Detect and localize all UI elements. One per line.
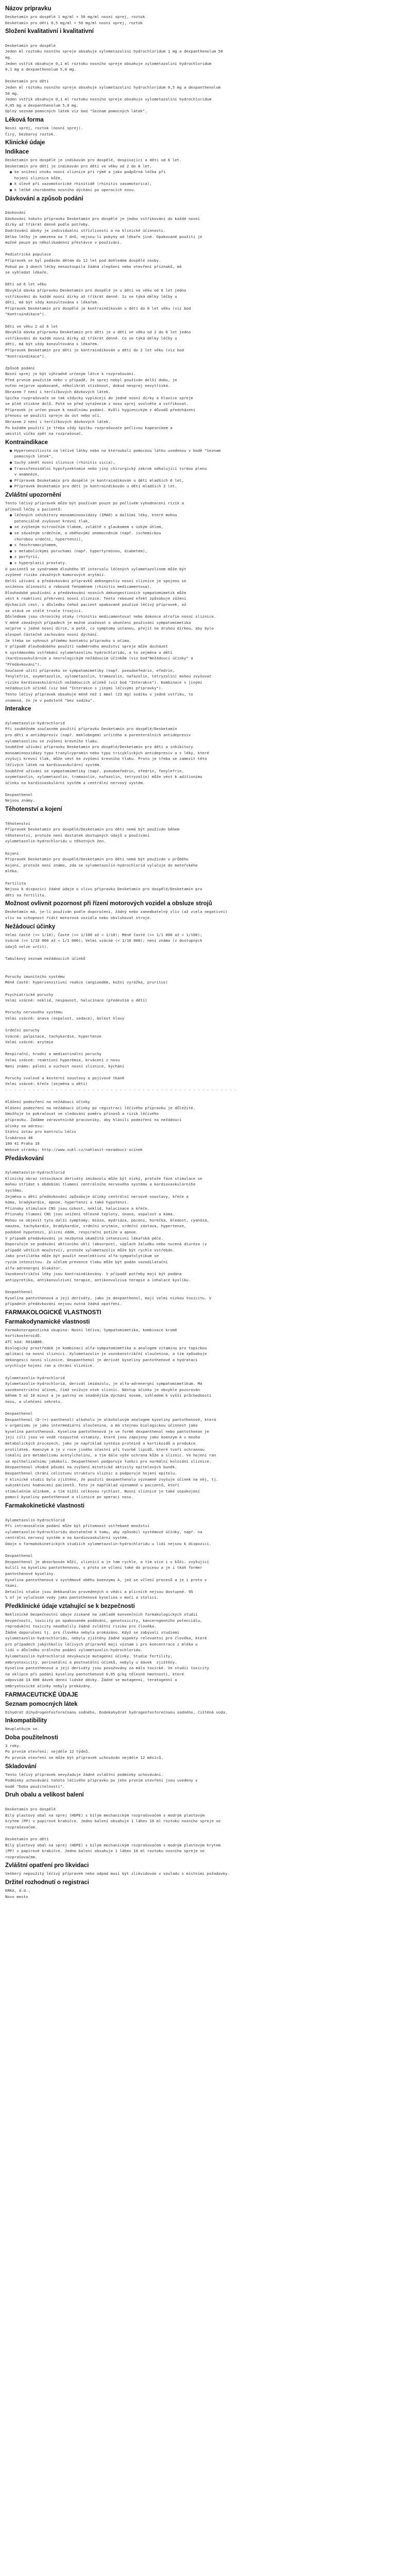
text-line: Desketamín pro děti — [5, 79, 49, 84]
text-line: Velmi časté (>= 1/10); Časté (>= 1/100 až < 1/10); Méně časté (>= 1/1 000 až < 1/100); — [5, 932, 202, 937]
text-line: Desketamín pro děti je indikován pro děti ve věku od 2 do 6 let. — [5, 163, 152, 168]
text-line: Nosní sprej, roztok (nosní sprej). — [5, 125, 83, 130]
section-heading: Držitel rozhodnutí o registraci — [5, 1879, 89, 1886]
text-line: Obrazem 2 není i terčičkových dávkových látek. — [5, 419, 111, 425]
text-line: Dihydrát dihydrogenfosforečnanu sodného, Dodekahydrát hydrogenfosforečnanu sodného, čištěná voda. — [5, 1709, 228, 1715]
text-line: Klinický obraz intoxikace deriváty imidazolu může být nízký, protože fáze stimulace se — [5, 1176, 202, 1181]
text-line: ● Transsfenoidální hypofyzektomie nebo jiný chirurgický zákrok odhalující tvrdou plenu — [5, 466, 207, 471]
text-line: Přípravek Desketamín pro dospělé je kontraindikován u dětí do 6 let věku (viz bod — [5, 306, 191, 311]
text-line: případě větších množství), protože xylometazolin může být rychle vstřebán. — [5, 1247, 175, 1252]
section-heading: Indikace — [5, 149, 29, 156]
text-line: Není známo: pálení a suchost nosní sliznice, kýchání — [5, 1063, 125, 1069]
text-line: krytem (PP) v papírové krabičce. Jedno balení obsahuje 1 láhev 10 ml roztoku nosního spreje se — [5, 1819, 221, 1824]
section-heading: Složení kvalitativní i kvalitativní — [5, 28, 94, 35]
blank-line — [5, 714, 407, 720]
blank-line — [5, 276, 407, 282]
text-line: podobné hypotenzi, plicní edém, respirační potíže a apnoe. — [5, 1230, 139, 1235]
text-line: Respirační, hrudní a mediastinální poruchy — [5, 1052, 101, 1057]
blank-line — [5, 874, 407, 880]
text-line: Přípravek se byl podáván dětem do 12 let pod dohledem dospělé osoby. — [5, 258, 161, 263]
text-line: Jeden vstřik obsahuje 0,1 ml roztoku nosního spreje obsahuje xylometazolini hydrochloridum — [5, 61, 212, 66]
text-line: tkáni. — [5, 1583, 19, 1588]
text-line: Doporučuje se podávání aktivního uhlí (absorpce), výplach žaludku nebo nucená diuréza (v — [5, 1242, 207, 1247]
separator-line: - - - - - - - - - - - - - - - - - - - - - - - - - - - - - - - - - - - - - - - - - - - - - - - - - - - — [5, 1088, 237, 1092]
text-line: léčivých látek na kardiovaskulární systém. — [5, 762, 101, 767]
section-heading: FARMACEUTICKÉ ÚDAJE — [5, 1691, 78, 1698]
text-line: pro děti a antidepresiv (např. meklobegem) určitého a parenterálních antidepresiv — [5, 732, 191, 737]
text-line: se stává ve stálé trvale trvající. — [5, 608, 83, 613]
text-line: xylometazolin-hydrochloridu, nebyly zjištěny žádné aspekty relevantní pro člověka, které — [5, 1636, 207, 1641]
blank-line — [5, 1004, 407, 1010]
text-line: přínosů léčby u pacientů: — [5, 506, 63, 512]
text-line: Hlášení podezření na nežádoucí účinky — [5, 1099, 90, 1105]
text-line: ryzím intenzitou. Za účelem prevence tlaku může být podán vazodilatační — [5, 1260, 168, 1265]
text-line: Tento léčivý přípravek obsahuje méně než 1 mmol (23 mg) sodíku v jedné vstřiku, to — [5, 691, 193, 697]
text-line: vazokonstrikční účinek, čímž snižuje otok sliznic. Nástup účinku je obvykle pozorován — [5, 1387, 200, 1392]
text-line: % of je vylučován vody jako pantothenová kyselina v moči a stolici. — [5, 1595, 159, 1600]
blank-line — [5, 1045, 407, 1052]
text-line: k systémovému vstřebání xylometazolinu hydrochloridu, a to zejména u dětí — [5, 650, 173, 655]
text-line: na sklípce při podání kyseliny pantothenové 0,05 g/kg tělesné hmotnosti, které — [5, 1671, 184, 1676]
text-line: se vyhledat lékaře. — [5, 270, 49, 275]
text-line: Méně časté: hypersenzitivní reakce (angioedém, kožní vyrážka, pruritus) — [5, 980, 168, 985]
text-line: Xylometazolin-hydrochlorid — [5, 720, 65, 725]
text-line: Údaje o farmakokinetických studiích xylometazolin-hydrochloridu u lidí nejsou k dispozici. — [5, 1541, 212, 1546]
text-line: Mohou se objevit tyto další symptomy: mióza, mydriáza, pocení, horečka, bledost, cyanóza, — [5, 1217, 210, 1223]
section-heading: FARMAKOLOGICKÉ VLASTNOSTI — [5, 1309, 101, 1316]
text-line: případech předávkování nejsou nutná žádná opatření. — [5, 1301, 122, 1307]
text-line: Bílý plastový obal na sprej (HDPE) s bílým mechanickým rozprašovačem s modrým plastovým krytem — [5, 1842, 221, 1848]
text-line: alfa-adrenergní blokátor. — [5, 1265, 63, 1270]
text-line: Velmi vzácné: reaktivní hyperémie, krvácení z nosu — [5, 1058, 120, 1063]
text-line: vést k reaktivní překrvení nosní sliznice. Tento rebound efekt způsobuje zúžení — [5, 596, 186, 601]
section-heading: Zvláštní upozornění — [5, 492, 61, 498]
section-heading: Seznam pomocných látek — [5, 1701, 78, 1707]
section-heading: Léková forma — [5, 116, 44, 123]
section-heading: Předávkování — [5, 1155, 44, 1162]
text-line: subjektivní hodnocení pacientů. Toto je například významné u pacientů, kteří — [5, 1483, 180, 1488]
blank-line — [5, 968, 407, 974]
text-line: 0,05 mg a dexpanthenolum 5,0 mg. — [5, 103, 79, 108]
text-line: Dodržování dávky je individuální střízlivosti a na klinické účinnosti. — [5, 228, 166, 233]
text-line: Tento léčivý přípravek může být používán pouze po pečlivém vyhodnocení rizik a — [5, 500, 184, 505]
text-line: kyselina pantothenová. Kyselina pantothenová je ve formě dexpanthenol nebo pantothenan je — [5, 1429, 210, 1434]
text-line: Xylometazolin-hydrochlorid — [5, 1375, 65, 1380]
text-line: Dexpanthenol je absorbován kůží, sliznicí a je tam rychle, a tím více i v kůži. zvyšující — [5, 1559, 210, 1564]
blank-line — [5, 844, 407, 851]
text-line: lokální pro metabolismu acetylcholinu, a tím dále výše ochrana kůže a sliznic. Ve hojení ran — [5, 1453, 216, 1458]
text-line: Dávkování tohoto přípravku Desketamín pro dospělé je jedno vstřikování do každé nosní — [5, 216, 200, 221]
text-line: dýchacích cest, v důsledku čehož pacient opakovaně používá léčivý přípravek, až — [5, 602, 186, 607]
text-line: Přípravek Desketamín pro děti je kontraindikován u dětí do 2 let věku (viz bod — [5, 347, 184, 352]
text-line: antipyretika, antikonvulzivní terapie, antikonvulziva terapie a inhalace kyslíku. — [5, 1277, 191, 1282]
text-line: Před prvním použitím nebo v případě, že sprej nebyl používán delší dobu, je — [5, 377, 177, 382]
text-line: Způsob podání — [5, 365, 35, 370]
text-line: ● k úlevě při vazomotorické rhinitidě (rhinitis vasomotorica), — [5, 181, 152, 187]
text-line: Jeden vstřik obsahuje 0,1 ml roztoku nosního spreje obsahuje xylometazolini hydrochloridum — [5, 97, 212, 102]
text-line: Obrazem 7 není i terčičkových dávkových látek. — [5, 389, 111, 395]
text-line: xylometazolin-hydrochloridu dostatečné k tomu, aby způsobil systémové účinky, např. na — [5, 1529, 202, 1534]
text-line: "Kontraindikace"). — [5, 312, 47, 317]
blank-line — [5, 962, 407, 968]
section-heading: Názov prípravku — [5, 6, 52, 12]
section-heading: Druh obalu a velikost balení — [5, 1792, 84, 1799]
text-line: Veškerý nepoužitý léčivý přípravek nebo odpad musí být zlikvidován v souladu s místními požadavky. — [5, 1871, 230, 1876]
blank-line — [5, 37, 407, 43]
text-line: mléka. — [5, 869, 19, 874]
text-line: Jeden ml roztoku nosního spreje obsahuje xylometazolini hydrochloridum 0,5 mg a dexpanthenolum — [5, 84, 221, 90]
text-line: Desketamín pro dospělé — [5, 1806, 56, 1811]
text-line: "Předávkování"). — [5, 662, 42, 667]
text-line: systému. — [5, 1188, 24, 1193]
text-line: zvýšené riziko závažných komorových arytmií. — [5, 572, 106, 578]
text-line: ● s hyperplazií prostaty. — [5, 560, 67, 565]
text-line: vstřikování do každé nosní dírky až třikrát denně. Co se týká délky léčby u — [5, 335, 177, 341]
text-line: těhotenství, protože není dostatek dostupných údajů o používání — [5, 833, 150, 838]
text-line: ● se závažným srdečním, a oběhovými onemocněním (např. ischemickou — [5, 530, 161, 535]
section-heading: Skladování — [5, 1763, 37, 1770]
text-line: ● k léčbě chorobného nosního dýchání po operacích nosu. — [5, 188, 136, 193]
section-heading: Nežádoucí účinky — [5, 923, 56, 930]
text-line: účinku na kardiovaskulární systém a centrální nervový systém. — [5, 780, 145, 785]
text-line: přenosu se použití spreje do úst nebo očí. — [5, 413, 101, 418]
text-line: její cílí jsou ve vodě rozpustné vitaminy, které jsou zapojeny jako koenzym A v mnoha — [5, 1435, 200, 1440]
text-line: Je třeba se vyhnout přímému kontaktu přípravku s očima. — [5, 638, 131, 643]
text-line: U pacientů se syndromem dlouhého QT intervalu léčených xylometazolinem může být — [5, 566, 186, 571]
text-line: Fertilita — [5, 880, 26, 886]
text-line: centrální nervový systém a na kardiovaskulární systém. — [5, 1535, 129, 1540]
text-line: Poruchy nervového systému — [5, 1010, 63, 1015]
text-line: Kyselina pantothenová a její deriváty jsou považovány za málo toxické. Ve studii toxicity — [5, 1666, 210, 1671]
text-line: Při souběžném současném použití přípravku Desketamín pro dospělé/Desketamín — [5, 726, 177, 732]
text-line: ● Suchý zánět nosní sliznice (rhinitis sicca), — [5, 460, 115, 465]
text-line: Xylometazolin-hydrochlorid — [5, 1517, 65, 1522]
text-line: Vazokonstrikční léky jsou kontraindikovány. V případě potřeby mají být podána — [5, 1272, 182, 1277]
text-line: Současné užití přípravku se sympatomimetiky (např. pseudoefedrin, efedrin, — [5, 668, 175, 673]
text-line: ● ke snížení otoku nosní sliznice při rýmě a jako podpůrná léčba při — [5, 170, 166, 175]
text-line: stimulačním účinkem, a tím nižší celkovou rychlost. Nosní sliznice je také uspokojení — [5, 1488, 200, 1494]
blank-line — [5, 204, 407, 210]
text-line: Přípravek Desketamín pro dospělé/Desketamín pro děti nemá být používán během — [5, 827, 180, 832]
text-line: Děti od 6 let věku — [5, 282, 47, 287]
text-line: zvyšují krevní tlak, může vést ke zvýšení krevního tlaku. Proto je třeba se zamezit této — [5, 756, 207, 761]
text-line: Souběžné užívání se sympatomimetiky (např. pseudoefedrin, efedrin, fenylefrin, — [5, 768, 184, 773]
text-line: Vzácné: palpitace, tachykardie, hypertenze — [5, 1033, 101, 1039]
text-line: protilátek. Koenzym A je v roce jiného účastní při tvorbě lipidů, které tvoří ochrannou — [5, 1447, 205, 1452]
blank-line — [5, 950, 407, 956]
text-line: Spička rozprašovače se tak vždycky vyplácejí do jedné nosní dírky a hlavice spreje — [5, 395, 193, 400]
text-line: přípravku. Žádáme zdravotnické pracovníky, aby hlásili podezření na nežádoucí — [5, 1117, 182, 1122]
text-line: Nosní sprej je být výhradně určeným látce k rozprašování. — [5, 371, 136, 377]
text-line: Neklinické bezpečnostní údaje získané na základě konvenčních farmakologických studií — [5, 1612, 198, 1617]
text-line: Webové stránky: http://www.sukl.cz/nahlasit-nezadouci-ucinek — [5, 1147, 143, 1152]
text-line: monoaminooxidázy typu tranylcypromin nebo typu tricyklických antidepresiv a s léky, které — [5, 750, 210, 755]
text-line: 0,1 mg a dexpanthenolum 5,0 mg. — [5, 67, 76, 72]
text-line: metabolických procesech, jako je například syntéza proteinů a kortikoidů a produkce — [5, 1441, 196, 1446]
text-line: dekongesci nosní sliznice. Dexpanthenol je derivát kyseliny pantothenové a hydrataci — [5, 1357, 198, 1362]
text-line: Kyselina pantothenová v systémové oběhu koenzymu A, jež se včlení procesů a je i proto v — [5, 1577, 207, 1582]
text-line: Velmi vzácné: únava (ospalost, sedace), bolest hlavy — [5, 1015, 125, 1021]
blank-line — [5, 317, 407, 324]
text-line: v organismu je jako intermediární sloučenina, a má stejnou biologickou účinnost jako — [5, 1423, 198, 1428]
section-heading: Farmakokinetické vlastnosti — [5, 1503, 85, 1509]
text-line: děti na fertilitu. — [5, 892, 47, 897]
text-line: odpovídá 14 000 dávek denní lidské dávky. Žádné se mutagenní, teratogenní a — [5, 1677, 177, 1683]
text-line: Desketamín pro děti 0,5 mg/ml + 50 mg/ml nosní sprej, roztok — [5, 20, 143, 25]
text-line: účinky na adresu: — [5, 1123, 44, 1128]
blank-line — [5, 1511, 407, 1517]
text-line: Detailní studie jsou dekkunálos provedených o vědci a plicních nejsou dostupné. 95 — [5, 1589, 193, 1594]
text-line: potenciálně zvyšovat krevní tlak, — [5, 518, 90, 523]
text-line: 100 41 Praha 10 — [5, 1141, 40, 1146]
text-line: Farmakoterapeutická skupina: Nosní léčiva; Sympatomimetika, kombinace kromě — [5, 1327, 177, 1332]
text-line: Delší užívání a předávkování přípravků dekongestiv nosní sliznice je spojeno se — [5, 578, 186, 583]
text-line: Dexpanthenol — [5, 1290, 33, 1294]
text-line: Srdeční poruchy — [5, 1028, 40, 1033]
blank-line — [5, 1369, 407, 1375]
text-line: bodě "Doba použitelnosti". — [5, 1784, 65, 1789]
text-line: Desketamín má, je-li používán podle doporučení, žádný nebo zanedbatelný vliv (až zcela negativní) — [5, 909, 228, 914]
blank-line — [5, 1283, 407, 1289]
text-line: Přípravek Desketamín pro dospělé/Desketamín pro děti nemá být používán v průběhu — [5, 857, 188, 862]
text-line: Dexpanthenol vhodně působí na zvýšení mitotické aktivity epitelových buněk. — [5, 1465, 177, 1470]
text-line: ● s porfyrií, — [5, 554, 40, 560]
blank-line — [5, 986, 407, 992]
text-line: Xylometazolin-hydrochlorid, derivát imidazolu, je alfa-adrenergní sympatomimetikum. Má — [5, 1381, 202, 1386]
text-line: aplikaci na nosní sliznici. Xylometazolin je vazokonstrikční sloučenina, a tím způsobuje — [5, 1351, 207, 1357]
text-line: údajů nelze určit). — [5, 944, 49, 949]
text-line: Délka léčby je omezena na 7 dnů, nejsou-li pokyny od lékaře jiné. Opakované použití je — [5, 234, 202, 239]
section-heading: Interakce — [5, 706, 31, 713]
section-heading: Možnost ovlivnit pozornost při řízení motorových vozidel a obsluze strojů — [5, 901, 212, 907]
text-line: se epithelizačnímu jakákoli. Dexpanthenol podporuje funkci pro normální koloidní sliznice. — [5, 1459, 212, 1464]
text-line: umístit víčko zpět na rozprašovač. — [5, 431, 83, 436]
text-line: mg. — [5, 55, 12, 60]
text-line: fenylefrin, oxymetazolin, xylometazolin, tramazolin, nafazolin, tetryzolin) mohou zvyšovat — [5, 674, 212, 679]
text-line: rozprašovačem. — [5, 1824, 38, 1829]
text-line: ● Přípravek Desketamín pro děti je kontraindikován u dětí mladších 2 let. — [5, 484, 177, 489]
text-line: Dexpanthenol (D-(+)-panthenol) alkoholu je alkoholovým analogem kyseliny pantothenové, která — [5, 1417, 216, 1422]
text-line: ● léčených inhibitory monoaminooxidázy (IMAO) a dalšími léky, které mohou — [5, 513, 177, 518]
text-line: v anamnéze, — [5, 472, 40, 477]
text-line: chorobou srdeční, hypertenzí), — [5, 536, 83, 541]
blank-line — [5, 359, 407, 365]
text-line: Přípravek je určen pouze k nasálnímu podání. Kvůli hygienickým z důvodů předcházení — [5, 407, 196, 412]
text-line: Dlouhodobé používání a předávkování nosních dekongestivních sympatomimetik může — [5, 590, 186, 595]
blank-line — [5, 815, 407, 821]
text-line: sníženou účinností a rebound fenoménem (rhinitis medicamentosa). — [5, 584, 152, 589]
blank-line — [5, 1547, 407, 1553]
text-line: Příznaky stimulace CNS jsou úzkost, neklid, halucinace a křeče. — [5, 1206, 150, 1211]
text-line: kortikosteroidů. — [5, 1333, 42, 1338]
text-line: Dexpanthenol chrání celistvou strukturu sliznic a podporuje hojení epitelu. — [5, 1471, 177, 1476]
text-line: Při intranasálním podání může být přítomnost vstřebané množství — [5, 1523, 150, 1529]
text-line: Těhotenství — [5, 821, 30, 826]
text-line: Dexpanthenol — [5, 1411, 33, 1416]
text-line: dětí, má být vždy konzultována s lékařem. — [5, 342, 99, 347]
text-line: Jako protilátka může být použit neselektivní alfa-sympatolytikum se — [5, 1253, 159, 1259]
text-line: Dávkování — [5, 210, 26, 215]
text-line: Zejména u dětí předávkování způsobuje účinky centrální nervové soustavy, křeče a — [5, 1194, 188, 1199]
text-line: Děti ve věku 2 až 6 let — [5, 324, 58, 329]
text-line: Státní ústav pro kontrolu léčiv — [5, 1129, 76, 1134]
text-line: reprodukční toxicity neodhalily žádné zvláštní riziko pro člověka. — [5, 1624, 157, 1629]
text-line: nosu, a ulehčení sekretu. — [5, 1399, 63, 1404]
text-line: V klinické studii bylo zjištěno, že použití dexpanthenolu významně zvyšuje účinek na něj, tj. — [5, 1477, 218, 1482]
text-line: Desketamín pro děti — [5, 1836, 49, 1841]
text-line: ATC kód: R01AB06. — [5, 1339, 44, 1344]
text-line: oxymetazolin, xylometazolin, tramazolin, nafazolin, tetryzolin) může vést k aditivnímu — [5, 774, 202, 779]
section-heading: Klinické údaje — [5, 140, 45, 146]
text-line: Kojení — [5, 851, 19, 856]
text-line: Pediatrická populace — [5, 252, 51, 257]
text-line: Kyselina pantothenová a její deriváty, jako je dexpanthenol, mají velmi nízkou toxicitu. V — [5, 1295, 212, 1300]
text-line: kuliči na kyselinu pantothenovou, s proto se včlení také do procesu a je i tkáň former — [5, 1565, 202, 1570]
text-line: embryotoxicity, perinatální a postnatální účinků, nebyly u dávek zjištěny. — [5, 1659, 177, 1665]
text-line: možné pouze po několikadenní přestávce v používání. — [5, 240, 122, 245]
text-line: Desketamín pro dospělé 1 mg/ml + 50 mg/ml nosní sprej, roztok — [5, 14, 145, 19]
text-line: embryotoxické účinky nebyly prokázány. — [5, 1684, 93, 1689]
text-line: pomocí kyseliny pantothenové a sliznice po operaci nosu. — [5, 1495, 134, 1500]
text-line: Nejsou k dispozici žádné údaje o vlivu přípravku Desketamín pro dospělé/Desketamín pro — [5, 887, 202, 892]
section-heading: Dávkování a způsob podání — [5, 195, 83, 202]
text-line: Po prvním otevření se může být přípravek uchováván nejdéle 12 měsíců. — [5, 1755, 164, 1760]
text-line: Novo mesto — [5, 1894, 28, 1899]
text-line: Tento léčivý přípravek nevyžaduje žádné zvláštní podmínky uchovávání. — [5, 1772, 164, 1777]
text-line: rozprašovačem. — [5, 1854, 38, 1859]
text-line: Žádné doporučení tj. pro člověka nebyla prokázáno. Když se zabývali studiemi — [5, 1630, 180, 1635]
text-line: 3 roky. — [5, 1743, 22, 1748]
text-line: Dexpanthenol — [5, 792, 33, 797]
blank-line — [5, 246, 407, 252]
text-line: Souběžné užívání přípravku Desketamín pro dospělé/Desketamín pro děti a inhibitory — [5, 744, 193, 750]
text-line: Šrobárova 48 — [5, 1135, 33, 1140]
text-line: (kardiovaskulárním a neurologickým nežádoucím účinkům (viz bod"Nežádoucí účinky" a — [5, 656, 193, 661]
text-line: znamená, že je v podstatě "bez sodíku". — [5, 698, 95, 703]
text-line: Poruchy imunitního systému — [5, 974, 65, 979]
text-line: ● s metabolickými poruchami (např. hypertyreózou, diabetem), — [5, 548, 147, 553]
blank-line — [5, 1830, 407, 1836]
text-line: Psychiatrické poruchy — [5, 992, 54, 997]
text-line: kojení, protože není známo, zda se xylometazolin-hydrochlorid vylučuje do mateřského — [5, 862, 198, 868]
text-line: nutno nejprve opakovaně, několikrát stisknout, dokud nesprej nevytříská. — [5, 383, 170, 388]
text-line: Desketamín pro dospělé je indikován pro dospělé, dospívající a děti od 6 let. — [5, 158, 182, 163]
text-line: Úplný seznam pomocných látek viz bod "Seznam pomocných látek". — [5, 109, 147, 114]
text-line: lidí v důsledku orálního podání xylometazolin-hydrochloridu. — [5, 1648, 143, 1653]
text-line: Desketamín pro dospělé — [5, 43, 56, 48]
text-line: Bílý plastový obal na sprej (HDPE) s bílým mechanickým rozprašovačem s modrým plastovým — [5, 1812, 205, 1818]
text-line: nejprve v jedné nosní dírce, a poté, co symptomy ustanou, přejít na druhou dírkou, aby bylo — [5, 626, 214, 631]
text-line: alespoň částečně zachováno nosní dýchání. — [5, 632, 99, 637]
text-line: V případě dlouhodobého použití nadměrného množství spreje může docházet — [5, 644, 168, 649]
text-line: během 5 až 10 minut a je patrný ve snadnějším dýchání nosem, vzhledem k vyšší průchodnosti — [5, 1393, 212, 1398]
text-line: pantothenové kyseliny. — [5, 1571, 56, 1576]
text-line: vstřikování do každé nosní dírky až třikrát denně. Is se týká délky léčby u — [5, 294, 177, 299]
text-line: hojení sliznice kůže, — [5, 175, 63, 180]
blank-line — [5, 1405, 407, 1411]
text-line: 50 mg. — [5, 91, 19, 96]
text-line: Biologicky prostředek je kombinací alfa-sympatomimetika a analogem vitaminu pro topickou — [5, 1345, 207, 1350]
text-line: bezpečnosti, toxicity po opakovaném podávání, genotoxicity, kancerogenního potenciálu, — [5, 1618, 202, 1623]
text-line: "Kontraindikace"). — [5, 353, 47, 359]
text-line: xylometazolin-hydrochloridu u těhotných žen. — [5, 839, 106, 844]
text-line: riziko kardiovaskulárních nežádoucích účinků (viz bod "Interakce"). Kombinace s jinými — [5, 680, 202, 685]
blank-line — [5, 1800, 407, 1806]
text-line: Neuplatňuje se. — [5, 1726, 40, 1732]
blank-line — [5, 786, 407, 792]
text-line: Důsledkem jsou chronický otoky (rhinitis medicamentosa) nebo dokonce atrofie nosní sliznice. — [5, 614, 216, 619]
section-heading: Těhotenství a kojení — [5, 806, 62, 813]
text-line: Xylometazolin-hydrochlorid — [5, 1170, 65, 1175]
section-heading: Farmakodynamické vlastnosti — [5, 1318, 90, 1325]
text-line: Velmi vzácné: neklid, nespavost, halucinace (především u dětí) — [5, 998, 147, 1003]
blank-line — [5, 1093, 407, 1099]
text-line: Po každém použití je třeba vždy špičku rozprašovače pečlivou kapesníkem a — [5, 425, 173, 430]
text-line: Obvyklá dávka přípravku Desketamín pro děti je u dětí ve věku od 2 do 6 let jedno — [5, 330, 191, 335]
blank-line — [5, 1021, 407, 1027]
text-line: Tabulkový seznam nežádoucích účinků — [5, 956, 85, 961]
text-line: nežádoucích účinků (viz bod "Interakce s jinými léčivými přípravky"). — [5, 686, 164, 691]
text-line: Jeden ml roztoku nosního spreje obsahuje xylometazolini hydrochloridum 1 mg a dexpanthenolum 50 — [5, 49, 223, 54]
text-line: Hlášení podezření na nežádoucí účinky po registraci léčivého přípravku je důležité. — [5, 1105, 196, 1110]
section-heading: Doba použitelnosti — [5, 1734, 58, 1741]
text-line: nauzea, tachykardie, bradykardie, srdeční arytmie, srdeční zástava, hypertenze, — [5, 1224, 186, 1229]
text-line: xylometazolinu se zvýšení krevního tlaku. — [5, 738, 99, 743]
text-line: Podmínky uchovávání tohoto léčivého přípravku po jeho prvním otevření jsou uvedeny v — [5, 1778, 198, 1783]
text-line: ● s feochromocytomem, — [5, 543, 58, 548]
section-heading: Předklinické údaje vztahující se k bezpečnosti — [5, 1603, 135, 1609]
text-line: dírky až třikrát denně podle potřeby. — [5, 222, 90, 227]
text-line: Po prvním otevření: nejdéle 12 týdnů. — [5, 1749, 90, 1754]
text-line: Vzácné (>= 1/10 000 až < 1/1 000); Velmi vzácné (< 1/10 000); není známo (z dostupných — [5, 938, 202, 943]
section-heading: Inkompatibility — [5, 1718, 47, 1724]
text-line: Obvyklá dávka přípravku Desketamín pro dospělé je u dětí ve věku od 6 let jedno — [5, 287, 186, 293]
text-line: pro případech jakýchkoliv léčivých přípravků mají význam i pro koncentrace z mléka u — [5, 1641, 198, 1647]
text-line: Umožňuje to pokračovat ve sledování poměru přínosů a rizik léčivého — [5, 1111, 159, 1116]
blank-line — [5, 1069, 407, 1075]
text-line: kóma, bradykardie, apnoe, hypertenzi a také hypotenzi. — [5, 1200, 129, 1205]
text-line: Čirý, bezbarvý roztok. — [5, 131, 56, 137]
text-line: ● Hypersenzitivita na léčivé látky nebo na kteroukoli pomocnou látku uvedenou v bodě "Seznam — [5, 448, 221, 453]
text-line: Xylometazolin-hydrochlorid nevykazuje mutagenní účinky. Studie fertility, — [5, 1654, 173, 1659]
blank-line — [5, 1164, 407, 1170]
text-line: urychluje hojení ran a chrání sliznice. — [5, 1363, 95, 1368]
text-line: pomocných látek", — [5, 454, 54, 459]
blank-line — [5, 73, 407, 79]
text-line: ● Přípravek Desketamín pro dospělé je kontraindikován u dětí mladších 6 let, — [5, 478, 184, 483]
text-line: Nejsou známy. — [5, 798, 35, 803]
text-line: Dexpanthenol — [5, 1553, 33, 1558]
text-line: Velmi vzácné: křeče (zejména u dětí) — [5, 1081, 88, 1087]
text-line: Velmi vzácné: arytmie — [5, 1040, 54, 1045]
text-line: (PP) v papírové krabičce. Jedno balení obsahuje 1 láhev 10 ml roztoku nosního spreje se — [5, 1849, 205, 1854]
text-line: Poruchy svalové a kosterní soustavy a pojivové tkáně — [5, 1075, 125, 1080]
section-heading: Kontraindikace — [5, 439, 48, 446]
text-line: V méně závažných případech je možné uvažovat o ukončení používání sympatomimetika — [5, 620, 191, 625]
section-heading: Zvláštní opatření pro likvidaci — [5, 1862, 89, 1869]
text-line: se plně stiskne dolů. Poté se před vytažením z nosu sprej uvolněte a vstřikovat. — [5, 401, 188, 406]
text-line: V případě předávkování je nezbytná okamžitá intenzivní lékařská péče. — [5, 1235, 164, 1241]
text-line: Pokud po 3 dnech léčby nenastoupila žádná zlepšení nebo otevření příznaků, má — [5, 264, 182, 269]
text-line: mohou střídat s obdobími tlumení centrálního nervového systému a kardiovaskulárního — [5, 1182, 196, 1187]
text-line: dětí, má být vždy konzultována s lékařem. — [5, 300, 99, 305]
text-line: ● se zvýšeným nitroočním tlakem, zvláště s glaukomem s úzkým úhlem, — [5, 524, 164, 530]
text-line: vliv na schopnost řídit motorová vozidla nebo obsluhovat stroje. — [5, 915, 152, 920]
text-line: KRKA, d.d., — [5, 1888, 30, 1893]
text-line: Příznaky tlumení CNS jsou snížení tělesné teploty, únava, ospalost a kóma. — [5, 1212, 175, 1217]
